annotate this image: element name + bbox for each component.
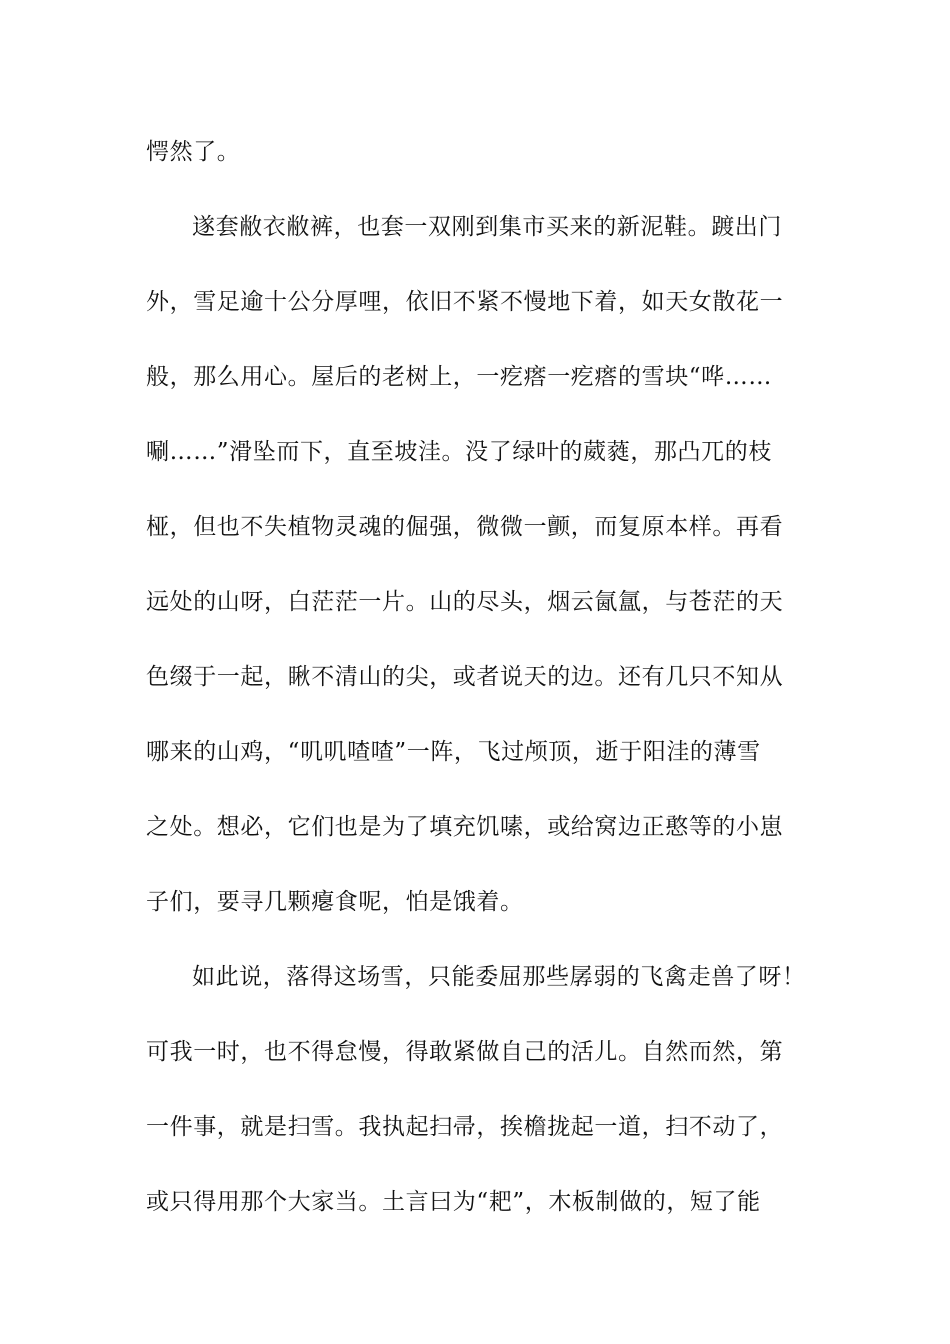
text-line: 哪来的山鸡，“叽叽喳喳”一阵，飞过颅顶，逝于阳洼的薄雪	[146, 739, 761, 765]
text-line: 外，雪足逾十公分厚哩，依旧不紧不慢地下着，如天女散花一	[146, 289, 784, 315]
body-text	[146, 130, 806, 1255]
text-line: 色缀于一起，瞅不清山的尖，或者说天的边。还有几只不知从	[146, 664, 784, 690]
text-line: 愕然了。	[146, 139, 241, 165]
text-line: 桠，但也不失植物灵魂的倔强，微微一颤，而复原本样。再看	[146, 514, 784, 540]
text-line: 子们，要寻几颗瘪食呢，怕是饿着。	[146, 889, 524, 915]
paragraph-start-line: 遂套敝衣敝裤，也套一双刚到集市买来的新泥鞋。踱出门	[192, 214, 782, 240]
text-line: 远处的山呀，白茫茫一片。山的尽头，烟云氤氲，与苍茫的天	[146, 589, 784, 615]
paragraph-start-line: 如此说，落得这场雪，只能委屈那些孱弱的飞禽走兽了呀！	[192, 964, 806, 990]
text-line: 或只得用那个大家当。土言曰为“耙”，木板制做的，短了能	[146, 1189, 761, 1215]
text-line: 之处。想必，它们也是为了填充饥嗉，或给窝边正憨等的小崽	[146, 814, 784, 840]
text-line: 唰……”滑坠而下，直至坡洼。没了绿叶的葳蕤，那凸兀的枝	[146, 439, 772, 465]
text-line: 一件事，就是扫雪。我执起扫帚，挨檐拢起一道，扫不动了，	[146, 1114, 784, 1140]
text-line: 可我一时，也不得怠慢，得敢紧做自己的活儿。自然而然，第	[146, 1039, 784, 1065]
text-line: 般，那么用心。屋后的老树上，一疙瘩一疙瘩的雪块“哗……	[146, 364, 772, 390]
